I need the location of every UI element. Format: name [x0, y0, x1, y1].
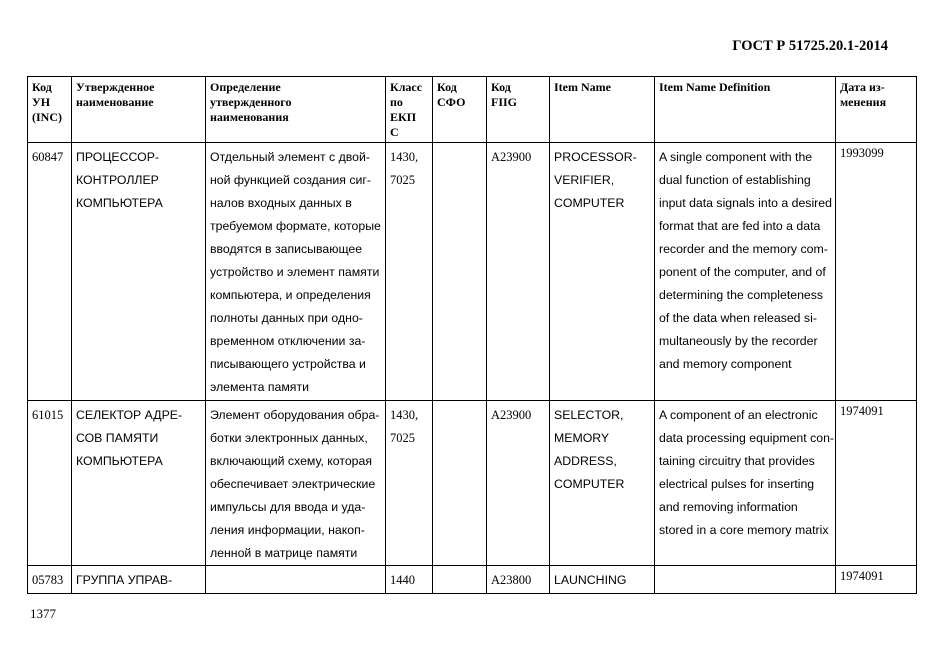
column-header-inc: Код УН (INC) [28, 77, 72, 143]
column-header-fiig: Код FIIG [487, 77, 550, 143]
table-row [28, 401, 917, 566]
cell-sfo [433, 143, 487, 401]
cell-change-date: 1993099 [836, 143, 917, 401]
cell-item-name: PROCESSOR- VERIFIER, COMPUTER [550, 143, 655, 401]
column-header-approved-name: Утвержденное наименование [72, 77, 206, 143]
cell-approved-name: СЕЛЕКТОР АДРЕ- СОВ ПАМЯТИ КОМПЬЮТЕРА [72, 401, 206, 566]
cell-definition [206, 566, 386, 594]
cell-change-date: 1974091 [836, 566, 917, 594]
cell-inc: 60847 [28, 143, 72, 401]
cell-sfo [433, 401, 487, 566]
specification-table [27, 76, 917, 594]
cell-item-name: LAUNCHING [550, 566, 655, 594]
cell-approved-name: ГРУППА УПРАВ- [72, 566, 206, 594]
cell-item-name: SELECTOR, MEMORY ADDRESS, COMPUTER [550, 401, 655, 566]
column-header-class: Класс по ЕКП С [386, 77, 433, 143]
cell-item-name-definition: A component of an electronic data processing equipment con- taining circuitry that provides electrical pulses for inserting and removing information stored in a core memory matrix [655, 401, 836, 566]
cell-class: 1440 [386, 566, 433, 594]
cell-fiig: A23800 [487, 566, 550, 594]
column-header-item-name-definition: Item Name Definition [655, 77, 836, 143]
column-header-item-name: Item Name [550, 77, 655, 143]
table-header-row [28, 77, 917, 143]
table-row [28, 566, 917, 594]
cell-class: 1430, 7025 [386, 143, 433, 401]
cell-inc: 05783 [28, 566, 72, 594]
document-id: ГОСТ Р 51725.20.1-2014 [732, 38, 888, 54]
cell-fiig: A23900 [487, 401, 550, 566]
table-row [28, 143, 917, 401]
column-header-definition: Определение утвержденного наименования [206, 77, 386, 143]
cell-change-date: 1974091 [836, 401, 917, 566]
cell-definition: Элемент оборудования обра- ботки электронных данных, включающий схему, которая обеспечивает электрические импульсы для ввода и уда- ления информации, накоп- ленной в матрице памяти [206, 401, 386, 566]
cell-item-name-definition [655, 566, 836, 594]
cell-approved-name: ПРОЦЕССОР- КОНТРОЛЛЕР КОМПЬЮТЕРА [72, 143, 206, 401]
cell-sfo [433, 566, 487, 594]
cell-definition: Отдельный элемент с двой- ной функцией создания сиг- налов входных данных в требуемом формате, которые вводятся в записывающее устройство и элемент памяти компьютера, и определения полноты данных при одно- временном отключении за- писывающего устройства и элемента памяти [206, 143, 386, 401]
cell-item-name-definition: A single component with the dual function of establishing input data signals into a desired format that are fed into a data recorder and the memory com- ponent of the computer, and of determining the completeness of the data when released si- multaneously by the recorder and memory component [655, 143, 836, 401]
cell-inc: 61015 [28, 401, 72, 566]
column-header-sfo: Код СФО [433, 77, 487, 143]
cell-class: 1430, 7025 [386, 401, 433, 566]
page-number: 1377 [30, 606, 56, 621]
cell-fiig: A23900 [487, 143, 550, 401]
column-header-change-date: Дата из- менения [836, 77, 917, 143]
